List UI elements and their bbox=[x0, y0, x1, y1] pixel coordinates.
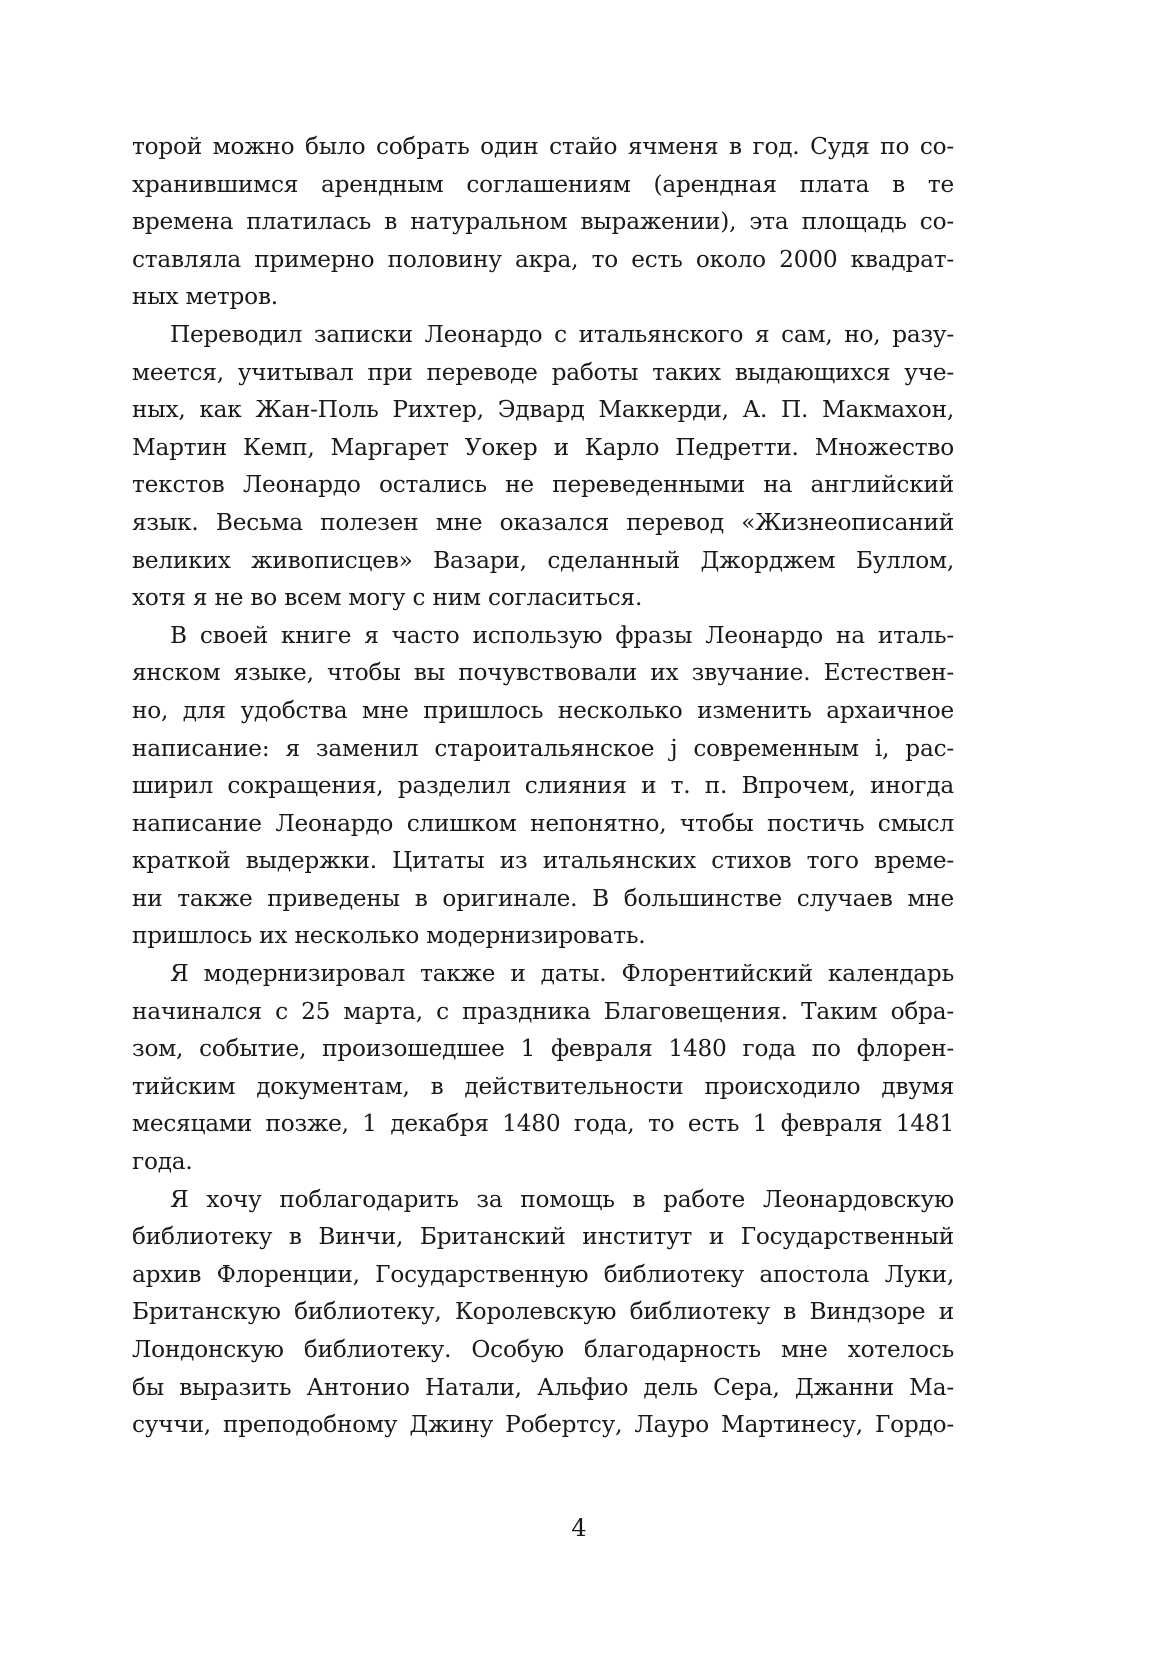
text-line: меется, учитывал при переводе работы таких выдающихся уче- bbox=[132, 358, 954, 386]
text-line: Переводил записки Леонардо с итальянского я сам, но, разу- bbox=[170, 320, 954, 348]
text-line: бы выразить Антонио Натали, Альфио дель Сера, Джанни Ма- bbox=[132, 1373, 954, 1401]
text-line: зом, событие, произошедшее 1 февраля 1480 года по флорен- bbox=[132, 1035, 954, 1063]
text-line: ширил сокращения, разделил слияния и т. п. Впрочем, иногда bbox=[132, 772, 954, 800]
paragraph bbox=[132, 617, 954, 955]
paragraph bbox=[132, 128, 954, 316]
paragraph bbox=[132, 955, 954, 1181]
text-line: суччи, преподобному Джину Робертсу, Лауро Мартинесу, Гордо- bbox=[132, 1411, 954, 1439]
text-line: Я хочу поблагодарить за помощь в работе Леонардовскую bbox=[170, 1185, 954, 1213]
text-line: ставляла примерно половину акра, то есть около 2000 квадрат- bbox=[132, 245, 954, 273]
text-line: ни также приведены в оригинале. В большинстве случаев мне bbox=[132, 884, 954, 912]
text-line: великих живописцев» Вазари, сделанный Джорджем Буллом, bbox=[132, 546, 954, 574]
text-line: торой можно было собрать один стайо ячменя в год. Судя по со- bbox=[132, 133, 954, 160]
text-line: ных, как Жан-Поль Рихтер, Эдвард Маккерди, А. П. Макмахон, bbox=[132, 396, 954, 424]
text-line: текстов Леонардо остались не переведенными на английский bbox=[132, 471, 954, 499]
text-line: библиотеку в Винчи, Британский институт и Государственный bbox=[132, 1223, 954, 1251]
text-line: ных метров. bbox=[132, 283, 278, 311]
text-line: хотя я не во всем могу с ним согласиться. bbox=[132, 584, 643, 612]
text-line: написание: я заменил староитальянское j современным i, рас- bbox=[132, 734, 954, 762]
text-line: но, для удобства мне пришлось несколько изменить архаичное bbox=[132, 696, 954, 724]
text-line: Британскую библиотеку, Королевскую библиотеку в Виндзоре и bbox=[132, 1298, 954, 1326]
page-number: 4 bbox=[571, 1514, 587, 1542]
text-line: месяцами позже, 1 декабря 1480 года, то есть 1 февраля 1481 bbox=[132, 1110, 954, 1138]
paragraph bbox=[132, 1181, 954, 1444]
text-line: хранившимся арендным соглашениям (арендная плата в те bbox=[132, 170, 954, 198]
text-line: тийским документам, в действительности происходило двумя bbox=[132, 1072, 954, 1100]
text-line: времена платилась в натуральном выражении), эта площадь со- bbox=[132, 208, 954, 236]
text-line: начинался с 25 марта, с праздника Благовещения. Таким обра- bbox=[132, 997, 954, 1025]
text-line: пришлось их несколько модернизировать. bbox=[132, 922, 646, 950]
text-line: года. bbox=[132, 1148, 193, 1176]
text-line: язык. Весьма полезен мне оказался перевод «Жизнеописаний bbox=[132, 508, 954, 536]
text-line: В своей книге я часто использую фразы Леонардо на италь- bbox=[170, 621, 954, 649]
text-line: написание Леонардо слишком непонятно, чтобы постичь смысл bbox=[132, 809, 954, 837]
text-line: краткой выдержки. Цитаты из итальянских стихов того време- bbox=[132, 847, 954, 875]
text-line: янском языке, чтобы вы почувствовали их звучание. Естествен- bbox=[132, 659, 954, 687]
text-line: Я модернизировал также и даты. Флорентийский календарь bbox=[170, 960, 954, 988]
text-line: архив Флоренции, Государственную библиотеку апостола Луки, bbox=[132, 1260, 954, 1288]
text-line: Мартин Кемп, Маргарет Уокер и Карло Педретти. Множество bbox=[132, 433, 954, 461]
paragraph bbox=[132, 316, 954, 617]
text-line: Лондонскую библиотеку. Особую благодарность мне хотелось bbox=[132, 1336, 954, 1363]
page-body bbox=[132, 128, 954, 1444]
